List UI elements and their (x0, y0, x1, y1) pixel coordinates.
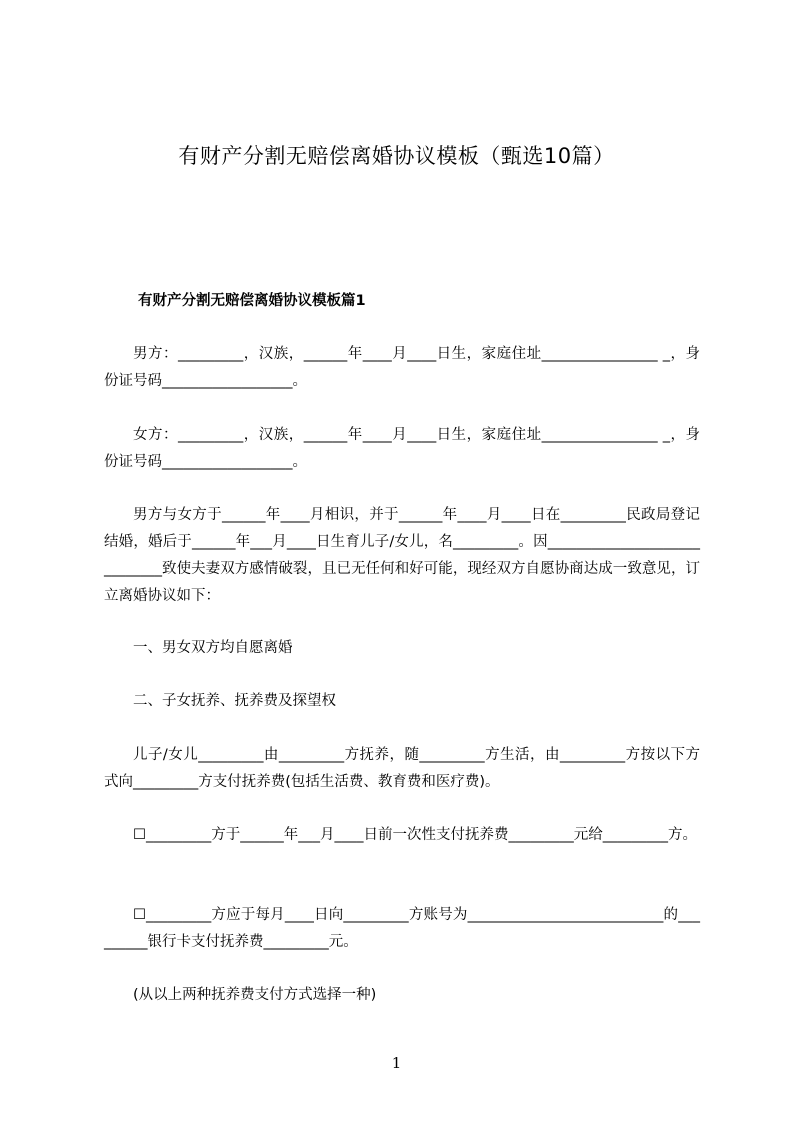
page-number: 1 (391, 1054, 402, 1072)
payment-option-note: (从以上两种抚养费支付方式选择一种) (133, 987, 377, 1003)
male-party-paragraph: 男方：_________，汉族，______年____月____日生，家庭住址________________ _，身份证号码__________________。 (104, 346, 700, 389)
female-party-paragraph: 女方：_________，汉族，______年____月____日生，家庭住址________________ _，身份证号码__________________。 (104, 427, 700, 470)
payment-option-lump-sum: ☐_________方于______年___月____日前一次性支付抚养费_________元给_________方。 (133, 827, 697, 843)
intro-paragraph: 男方与女方于______年____月相识，并于______年____月____日在_________民政局登记结婚，婚后于______年___月____日生育儿子/女儿，名_________。因_____________________________致使夫妻双方感情破裂，且已无任何和好可能，现经双方自愿协商达成一致意见，订立离婚协议如下： (104, 507, 700, 604)
clause-2-heading: 二、子女抚养、抚养费及探望权 (133, 693, 336, 709)
section-title: 有财产分割无赔偿离婚协议模板篇1 (138, 293, 366, 309)
clause-1-heading: 一、男女双方均自愿离婚 (133, 640, 293, 656)
payment-option-monthly: ☐_________方应于每月____日向_________方账号为___________________________的_________银行卡支付抚养费_________元。 (104, 907, 700, 950)
document-title: 有财产分割无赔偿离婚协议模板（甄选10篇） (178, 144, 615, 168)
custody-paragraph: 儿子/女儿_________由_________方抚养，随_________方生活，由_________方按以下方式向_________方支付抚养费(包括生活费、教育费和医疗费)。 (104, 747, 700, 790)
